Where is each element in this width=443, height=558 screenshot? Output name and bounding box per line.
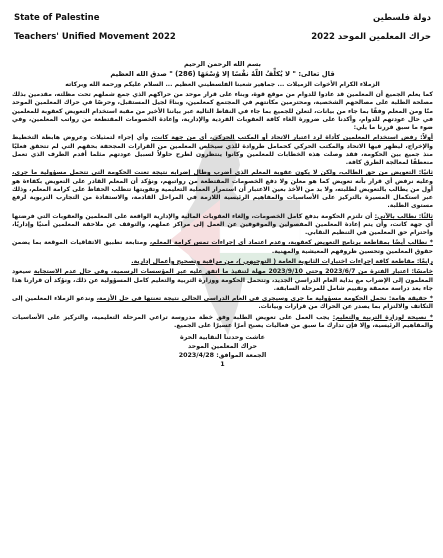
quran-verse: قال تعالى: " لا يُكلِّفُ اللّهُ نفْسًا إلا وُسْعَهَا (286) " صدق الله العظيم bbox=[110, 70, 335, 79]
basmala: بسم الله الرحمن الرحيم bbox=[184, 60, 261, 68]
advice-title: * نصيحة لوزارة التربية والتعليم: bbox=[332, 313, 433, 321]
paragraph-advice bbox=[12, 314, 433, 330]
fact-title: * حقيقة هامة: نحمل الحكومة مسؤولية ما جرى وسيجري في العام الدراسي الحالي نتيجة تعنتها في حل الأزمة، bbox=[96, 295, 433, 303]
header-movement-ar: حراك المعلمين الموحد 2022 bbox=[311, 32, 431, 42]
closing-signatory: حراك المعلمين الموحد bbox=[188, 343, 257, 351]
paragraph-first bbox=[12, 134, 433, 167]
header-movement-en: Teachers' Unified Movement 2022 bbox=[14, 32, 176, 42]
paragraph-fact bbox=[12, 295, 433, 311]
paragraph-fifth bbox=[12, 268, 433, 293]
third-body: أن تلتزم الحكومة بدفع كامل الخصومات، وإلغاء العقوبات المالية والإدارية الواقعة على المعلمين والعقوبات التي فرضتها أي جهة كانت، وأن يتم إعادة المعلمين المفصولين والموقوفين عن العمل إلى مراكز عملهم، والتوقف عن ملاحقة المعلمين أمنيًا وإداريًا، واحترام حق المعلمين في التنظيم النقابي. bbox=[12, 212, 433, 236]
page-number: 1 bbox=[220, 361, 225, 369]
signature-block bbox=[12, 333, 433, 369]
greeting: الزملاء الكرام الأخوات الزميلات ... جماهير شعبنا الفلسطيني العظيم ... السلام عليكم ورحمة الله وبركاته bbox=[65, 80, 380, 88]
fact-body: وندعو الزملاء المعلمين إلى التكاتف والالتزام بما يصدر عن الحراك من قرارات وبيانات. bbox=[12, 295, 433, 311]
third-title: ثالثًا: نطالب بالآتي: bbox=[374, 212, 433, 220]
closing-date: الجمعة الموافق: 2023/4/28 bbox=[178, 352, 267, 360]
paragraph-third bbox=[12, 213, 433, 238]
advice-body: يجب العمل على تعويض الطلبة وفق خطة مدروسة تراعي المرحلة التعليمية، والتركيز على الأساسيات والمفاهيم الرئيسية، وإلا فإن تدارك ما سبق من فعاليات يصبح أمرًا عسيرًا على الجميع. bbox=[12, 313, 433, 329]
paragraph-boycott bbox=[12, 239, 433, 255]
closing-slogan: عاشت وحدتنا النقابية الحرة bbox=[180, 334, 265, 342]
first-body: وأي إجراء لتمثيلات وعروض هابطة التخطيط والإخراج، ليظهر فيها الاتحاد والمكتب الحركي كحمامل طروادة للذي سيخلص المعلمين من القرارات المجحفة بحقهم التي لم تتحقق فعليًا منذ جميع بين الحكومة، فقد وصلت هذه الخطابات للمعلمين وكانوا ينتظرون لطرح حلولاً لسبيل عودتهم مثلما أقدم الطرف الذي تعمل منعطفًا لمعالجة الطرق كافة. bbox=[12, 134, 433, 166]
boycott-body: ومتابعة تطبيق الاتفاقيات الموقعة بما يضمن حقوق المعلمين وتحسين ظروفهم المعيشية والمهنية. bbox=[12, 239, 433, 255]
boycott-title: * نطالب أيضًا بمقاطعة برنامج التعويض كعقوبة، وعدم اعتماد أي إجراءات تمس كرامة المعلم، bbox=[149, 239, 434, 247]
second-body: وعليه نرفض أي قرار بأنه تعويض كما هو معلن ولا دفع الخصومات المقتطعة من رواتبهم، ونؤكد أن المعلم القادر على التعويض بكفاءة هو أول من يطالب بالتعويض لطلبته، ولا بد من الأخذ بعين الاعتبار أن استمرار العملية التعليمية وتقويتها تتطلب الحفاظ على كرامة المعلم، وذلك عبر استكمال المسيرة بالتركيز على الأساسيات والمفاهيم الرئيسية اللازمة في المراحل القادمة، والاستفادة من التجارب التربوية لرفع مستوى الطلبة. bbox=[12, 177, 433, 210]
fifth-title: خامسًا: اعتبار الفترة من 2023/6/7 وحتى 2023/9/10 مهلة لتنفيذ ما اتفق عليه عبر المؤسسات الرسمية، وفي حال عدم الاستجابة bbox=[33, 268, 434, 276]
second-title: ثانيًا: التعويض من حق الطالب، ولكن لا يكون عقوبة المعلم الذي أضرب وطال إضرابه نتيجة تعنت الحكومة التي تتحمل مسؤولية ما جرى، bbox=[12, 169, 433, 177]
header-state-en: State of Palestine bbox=[14, 13, 100, 23]
fifth-body: سيعود المعلمون إلى الإضراب مع بداية العام الدراسي الجديد، وتتحمل الحكومة ووزارة التربية والتعليم كامل المسؤولية عن ذلك، ونؤكد أن قرارنا هذا جاء بعد دراسة معمقة وتقييم شامل للمرحلة السابقة. bbox=[12, 268, 433, 292]
paragraph-intro: كما يعلم الجميع أن المعلمين قد عادوا للدوام من موقع قوة، وبناء على قرار موحد من حراكهم الذي جمع شملهم تحت مظلته، مقدمين بذلك مصلحة الطلبة على مصالحهم الشخصية، ومحترمين مكانتهم في المجتمع كمعلمين، وبناءً لجيل المستقبل، وحرصًا في حراك المعلمين الموحد منّا ومن المعلم وفقًا بما جاء من بيانات، لتعلن للجميع بما جاء في النقاط التالية عبر بياننا الأخير من مقبة استخدام التعويض كعقوبة للمعلمين في حال عودتهم للدوام، وأكدنا على ضرورة الغاء كافة العقوبات الفردية والإدارية، وإعادة الخصومات المقتطعة من رواتب المعلمين، وفي ضوء ما سبق قررنا ما يلي: bbox=[12, 91, 433, 131]
paragraph-second bbox=[12, 169, 433, 210]
first-title: أولاً: رفض استخدام المعلمين كأداة لرد اعتبار الاتحاد أو المكتب الحركي، أي من جهة كانت، bbox=[151, 134, 434, 142]
statement-body bbox=[12, 60, 433, 369]
header-state-ar: دولة فلسطين bbox=[372, 13, 431, 23]
paragraph-fourth: رابعًا: مقاطعة كافة إجراءات اختبارات الثانوية العامة ( التوجيهي )، من مراقبة وتصحيح وأعمال إدارية. bbox=[131, 257, 433, 265]
